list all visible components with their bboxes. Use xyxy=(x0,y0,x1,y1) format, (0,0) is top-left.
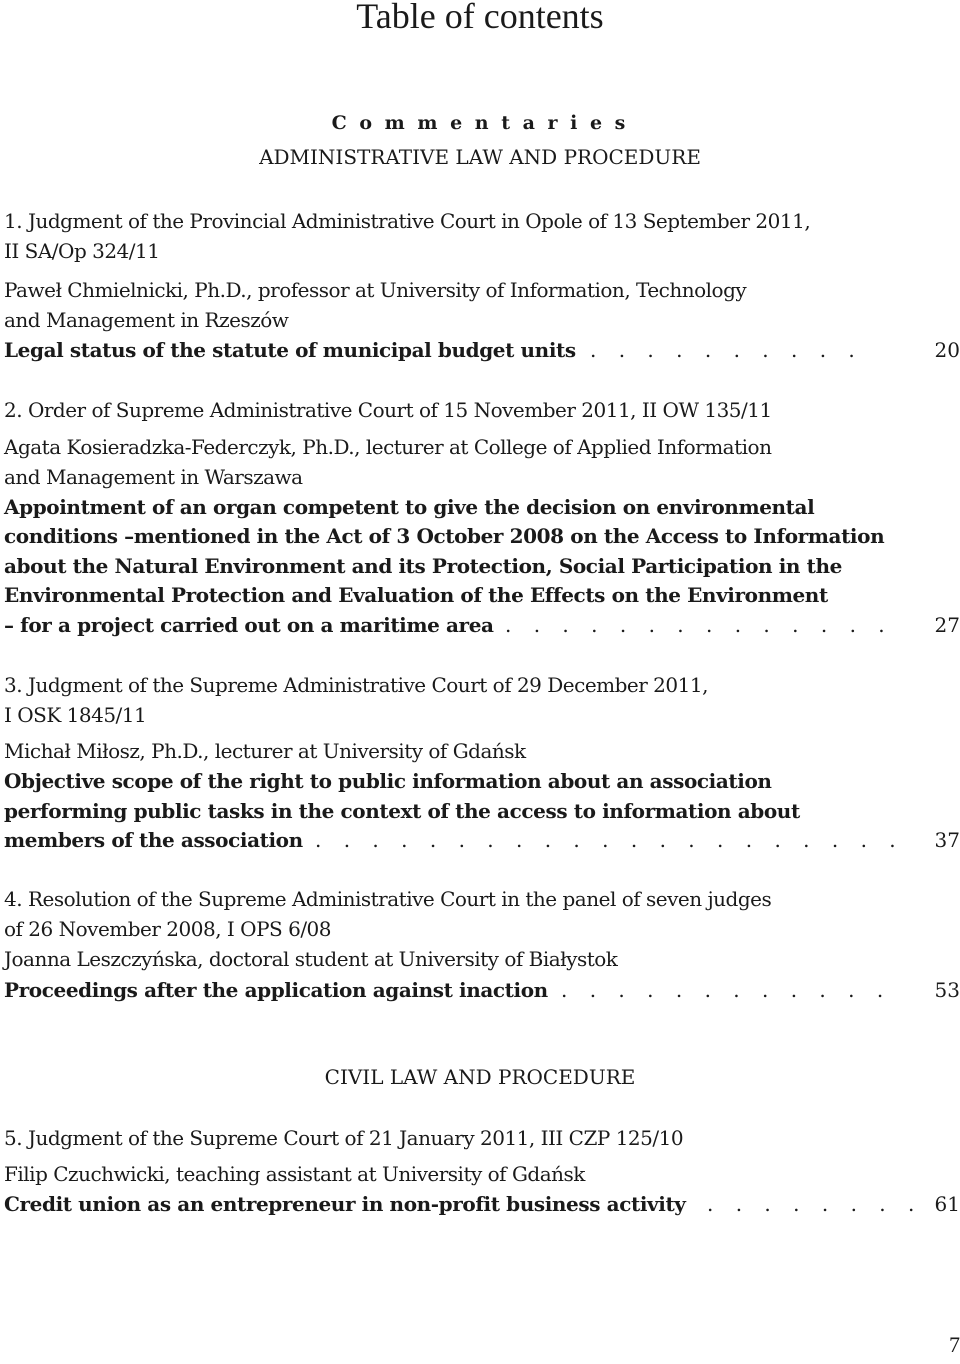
article-title-line: Credit union as an entrepreneur in non-profit business activity xyxy=(4,1192,686,1216)
case-reference-line: 4. Resolution of the Supreme Administrative Court in the panel of seven judges xyxy=(4,887,772,911)
author-line: and Management in Warszawa xyxy=(4,465,303,489)
page-number: 20 xyxy=(934,338,960,362)
section-heading-administrative: ADMINISTRATIVE LAW AND PROCEDURE xyxy=(259,145,701,169)
article-title-line: Proceedings after the application against inaction xyxy=(4,978,548,1002)
case-reference-line: of 26 November 2008, I OPS 6/08 xyxy=(4,917,331,941)
commentaries-heading: C o m m e n t a r i e s xyxy=(331,112,629,134)
page-number: 61 xyxy=(934,1192,960,1216)
author-line: and Management in Rzeszów xyxy=(4,308,289,332)
section-heading-civil: CIVIL LAW AND PROCEDURE xyxy=(324,1065,636,1089)
article-title-line: performing public tasks in the context of the access to information about xyxy=(4,799,800,823)
dot-leader: . . . . . . . . . . xyxy=(590,338,863,362)
article-title-line: conditions –mentioned in the Act of 3 October 2008 on the Access to Information xyxy=(4,524,885,548)
page-title: Table of contents xyxy=(356,0,604,36)
author-line: Joanna Leszczyńska, doctoral student at University of Białystok xyxy=(4,947,618,971)
case-reference-line: II SA/Op 324/11 xyxy=(4,239,160,263)
page-number: 27 xyxy=(934,613,960,637)
dot-leader: . . . . . . . . xyxy=(707,1192,923,1216)
dot-leader: . . . . . . . . . . . . . . . . . . . . . xyxy=(315,828,904,852)
article-title-line: members of the association xyxy=(4,828,303,852)
case-reference-line: I OSK 1845/11 xyxy=(4,703,147,727)
page-number: 53 xyxy=(934,978,960,1002)
author-line: Michał Miłosz, Ph.D., lecturer at University of Gdańsk xyxy=(4,739,526,763)
article-title-line: Objective scope of the right to public information about an association xyxy=(4,769,772,793)
page-folio: 7 xyxy=(949,1332,960,1357)
dot-leader: . . . . . . . . . . . . . . xyxy=(505,613,893,637)
case-reference-line: 1. Judgment of the Provincial Administrative Court in Opole of 13 September 2011, xyxy=(4,209,811,233)
author-line: Paweł Chmielnicki, Ph.D., professor at University of Information, Technology xyxy=(4,278,747,302)
author-line: Filip Czuchwicki, teaching assistant at University of Gdańsk xyxy=(4,1162,585,1186)
case-reference-line: 3. Judgment of the Supreme Administrative Court of 29 December 2011, xyxy=(4,673,708,697)
dot-leader: . . . . . . . . . . . . xyxy=(561,978,892,1002)
article-title-line: about the Natural Environment and its Protection, Social Participation in the xyxy=(4,554,842,578)
article-title-line: – for a project carried out on a maritime area xyxy=(4,613,494,637)
page-number: 37 xyxy=(934,828,960,852)
case-reference-line: 5. Judgment of the Supreme Court of 21 January 2011, III CZP 125/10 xyxy=(4,1126,684,1150)
article-title-line: Appointment of an organ competent to give the decision on environmental xyxy=(4,495,815,519)
case-reference-line: 2. Order of Supreme Administrative Court of 15 November 2011, II OW 135/11 xyxy=(4,398,772,422)
article-title-line: Environmental Protection and Evaluation of the Effects on the Environment xyxy=(4,583,828,607)
article-title-line: Legal status of the statute of municipal budget units xyxy=(4,338,576,362)
author-line: Agata Kosieradzka-Federczyk, Ph.D., lecturer at College of Applied Information xyxy=(4,435,772,459)
